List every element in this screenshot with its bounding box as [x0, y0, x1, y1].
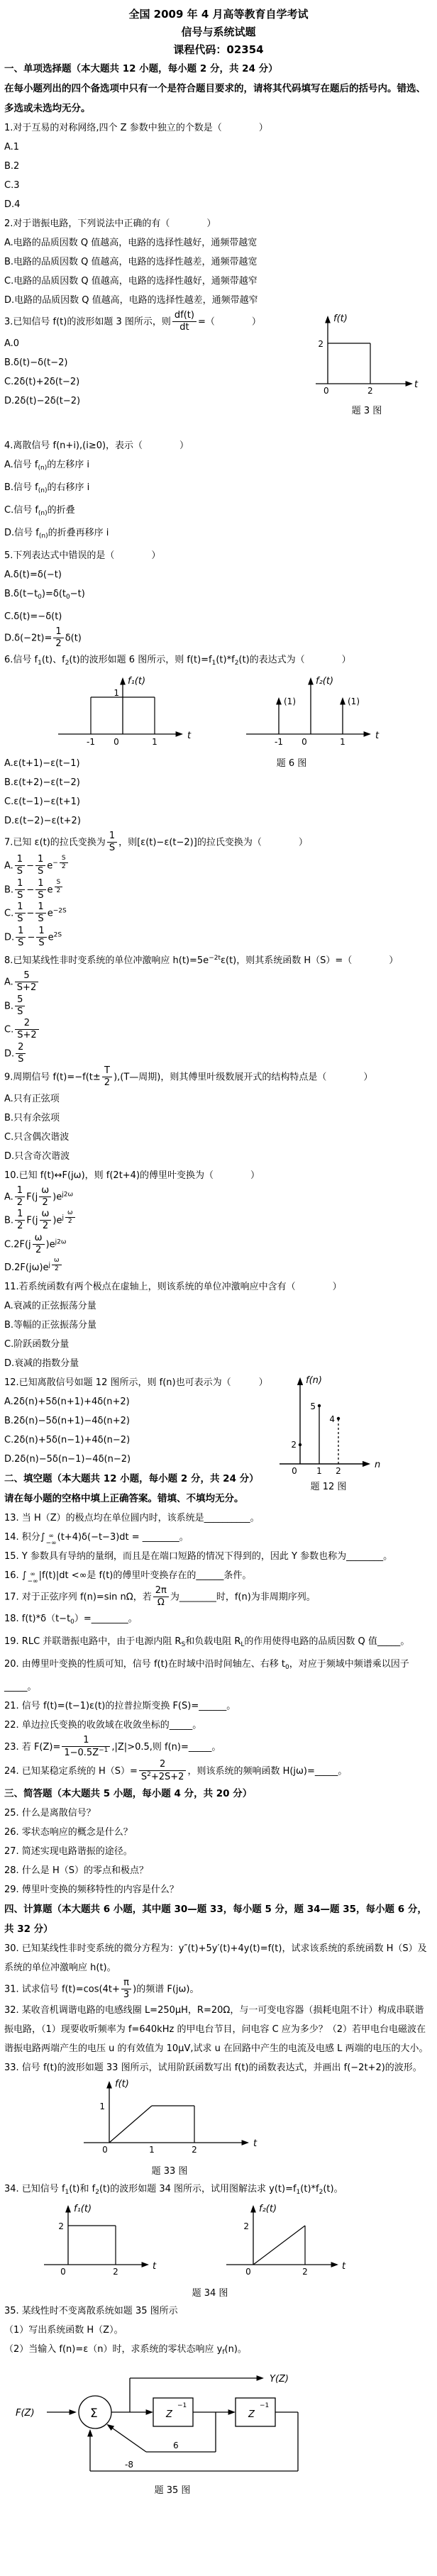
question-35-sub2: （2）当输入 f(n)=ε（n）时，求系统的零状态响应 $y_f(n)$。	[4, 2344, 247, 2356]
question-12-option-c: C.2δ(n)+5δ(n−1)+4δ(n−2)	[4, 1435, 131, 1445]
y-tick-2: 2	[243, 2221, 249, 2231]
question-10-option-c: C.2F(j $\frac{\omega}{2}$ )$e^{j2\omega}$	[4, 1232, 67, 1255]
x-tick-2: 2	[367, 386, 373, 396]
figure-q6	[4, 674, 433, 754]
figure-q35	[13, 2363, 332, 2499]
question-6-option-a: A.ε(t+1)−ε(t−1)	[4, 757, 80, 769]
question-3-option-a: A.0	[4, 338, 20, 349]
x-axis-label: t	[375, 730, 380, 741]
question-9-stem: 9.周期信号 f(t)=−f(t± $\frac{T}{2}$ ),(T—周期)，则其傅里叶级数展开式的结构特点是（ ）	[4, 1065, 373, 1089]
question-7-option-a: A. $\frac{1}{S}$ − $\frac{1}{S}$ $e^{- \frac{S}{2}}$	[4, 854, 433, 878]
question-17: 17. 对于正弦序列 f(n)=sin nΩ，若 $\frac{2\pi}{\Omega}$ 为________时，f(n)为非周期序列。	[4, 1585, 316, 1609]
x-tick-0: 0	[292, 1466, 297, 1476]
sample-n0	[299, 1443, 302, 1446]
question-6-stem: 6.信号 $f_1(t)$、$f_2(t)$的波形如题 6 图所示，则 $f(t)=f_1(t)*f_2(t)$的表达式为（ ）	[4, 654, 351, 667]
question-16: 16. ∫ ∞ −∞ |f(t)|dt <∞是 f(t)的傅里叶变换存在的______条件。	[4, 1570, 252, 1585]
question-10-stem: 10.已知 f(t)↔F(jω)，则 f(2t+4)的傅里叶变换为（ ）	[4, 1170, 260, 1181]
question-3-option-c: C.2δ(t)+2δ(t−2)	[4, 376, 80, 387]
question-9-option-d: D.只含奇次谐波	[4, 1150, 70, 1162]
figure-q34-right	[223, 2202, 348, 2286]
input-label: F(Z)	[16, 2408, 35, 2419]
question-11-option-a: A.衰减的正弦振荡分量	[4, 1301, 96, 1311]
question-10	[4, 1166, 433, 1278]
question-8-option-c: C. $\frac{2}{S+2}$	[4, 1018, 433, 1042]
question-2	[4, 214, 433, 310]
question-35-sub1: （1）写出系统函数 H（Z）。	[4, 2325, 123, 2336]
question-9	[4, 1065, 433, 1166]
x-tick-0: 0	[245, 2267, 251, 2277]
x-tick-0: 0	[102, 2145, 108, 2155]
question-11-option-d: D.衰减的指数分量	[4, 1358, 79, 1369]
question-12-option-a: A.2δ(n)+5δ(n+1)+4δ(n+2)	[4, 1397, 130, 1407]
question-31: 31. 试求信号 f(t)=cos(4t+ $\frac{\pi}{3}$ )的频谱 F(jω)。	[4, 1977, 199, 2000]
figure-q34-left	[41, 2202, 158, 2286]
question-11-stem: 11.若系统函数有两个极点在虚轴上，则该系统的单位冲激响应中含有（ ）	[4, 1282, 342, 1292]
section3-title: 三、简答题（本大题共 5 小题，每小题 4 分，共 20 分）	[4, 1787, 253, 1799]
figure-q12-caption: 题 12 图	[310, 1482, 347, 1492]
exam-title-line1: 全国 2009 年 4 月高等教育自学考试	[128, 8, 309, 21]
delay2-label: Z	[248, 2409, 255, 2420]
question-34: 34. 已知信号 $f_1(t)$和 $f_2(t)$的波形如题 34 图所示，试用图解法求 $y(t)=f_1(t)*f_2(t)$。	[4, 2184, 343, 2196]
section1-note: 在每小题列出的四个备选项中只有一个是符合题目要求的，请将其代码填写在题后的括号内。错选、多选或未选均无分。	[4, 83, 426, 114]
question-6-option-b: B.ε(t+2)−ε(t−2)	[4, 777, 80, 788]
figure-q35-diagram	[13, 2363, 332, 2483]
question-3	[4, 310, 433, 436]
question-2-option-a: A.电路的品质因数 Q 值越高，电路的选择性越好，通频带越宽	[4, 238, 258, 248]
question-11	[4, 1277, 433, 1373]
question-2-option-c: C.电路的品质因数 Q 值越高，电路的选择性越好，通频带越窄	[4, 276, 258, 287]
question-2-stem: 2.对于谐振电路，下列说法中正确的有（ ）	[4, 218, 216, 229]
feedback6-into-sum	[108, 2425, 146, 2452]
value-n2: 4	[329, 1414, 335, 1424]
question-1	[4, 118, 433, 214]
section1-title: 一、单项选择题（本大题共 12 小题，每小题 2 分，共 24 分）	[4, 63, 278, 74]
question-9-option-a: A.只有正弦项	[4, 1093, 60, 1104]
x-tick-m1: -1	[87, 736, 95, 747]
x-axis-label: n	[375, 1460, 381, 1470]
x-tick-1: 1	[340, 736, 345, 747]
question-21: 21. 信号 f(t)=(t−1)ε(t)的拉普拉斯变换 F(S)=______。	[4, 1700, 236, 1711]
x-axis-label: t	[414, 379, 419, 390]
question-1-stem: 1.对于互易的对称网络,四个 Z 参数中独立的个数是（ ）	[4, 123, 268, 133]
question-19: 19. RLC 并联谐振电路中，由于电源内阻 $R_S$和负载电阻 $R_L$的作用使得电路的品质因数 Q 值_____。	[4, 1636, 410, 1648]
value-n1: 5	[310, 1401, 316, 1411]
question-12-option-d: D.2δ(n)−5δ(n−1)−4δ(n−2)	[4, 1454, 131, 1465]
figure-q12-plot	[275, 1373, 382, 1479]
question-14: 14. 积分∫ ∞ −∞ (t+4)δ(−t−3)dt = ________。	[4, 1532, 189, 1547]
x-tick-0: 0	[60, 2267, 66, 2277]
question-10-option-d: $D.2F(j\omega)e^{j \frac{\omega}{2}}$	[4, 1256, 433, 1277]
figure-q3-plot	[314, 311, 420, 404]
y-tick-2: 2	[58, 2221, 64, 2231]
y-axis-label: f₂(t)	[259, 2204, 277, 2214]
question-22: 22. 单边拉氏变换的收敛域在收敛坐标的_____。	[4, 1719, 202, 1731]
delay-box-2	[236, 2398, 275, 2426]
x-tick-2: 2	[302, 2267, 308, 2277]
figure-q33-plot	[81, 2077, 258, 2164]
question-15: 15. Y 参数具有导纳的量纲，而且是在端口短路的情况下得到的，因此 Y 参数也称为________。	[4, 1551, 393, 1562]
question-4-option-c: C.信号 $f_{(n)}$的折叠	[4, 505, 75, 517]
y-axis-label: f(n)	[306, 1375, 322, 1386]
question-5-stem: 5.下列表达式中错误的是（ ）	[4, 550, 161, 561]
delay1-label: Z	[166, 2409, 172, 2420]
question-3-option-b: B.δ(t)−δ(t−2)	[4, 357, 68, 368]
question-13: 13. 当 H（Z）的极点均在单位圆内时，该系统是__________。	[4, 1513, 260, 1523]
question-30: 30. 已知某线性非时变系统的微分方程为：y″(t)+5y′(t)+4y(t)=f(t)，试求该系统的系统函数 H（S）及系统的单位冲激响应 h(t)。	[4, 1943, 427, 1973]
question-26: 26. 零状态响应的概念是什么？	[4, 1826, 133, 1838]
question-35	[4, 2302, 433, 2499]
question-2-option-d: D.电路的品质因数 Q 值越高，电路的选择性越差，通频带越窄	[4, 295, 258, 306]
question-3-option-d: D.2δ(t)−2δ(t−2)	[4, 395, 81, 406]
question-5-option-d: D.δ(−2t)= $\frac{1}{2}$ δ(t)	[4, 626, 82, 650]
section2-title: 二、填空题（本大题共 12 小题，每小题 2 分，共 24 分）	[4, 1473, 259, 1484]
question-4-option-b: B.信号 $f_{(n)}$的右移序 i	[4, 482, 90, 494]
figure-q33	[81, 2077, 258, 2180]
section2-note: 请在每小题的空格中填上正确答案。错填、不填均无分。	[4, 1493, 244, 1504]
question-12-option-b: B.2δ(n)−5δ(n+1)−4δ(n+2)	[4, 1416, 130, 1426]
question-7-stem: 7.已知 ε(t)的拉氏变换为 $\frac{1}{S}$ ，则[ε(t)−ε(t−2)]的拉氏变换为（ ）	[4, 830, 308, 853]
question-6	[4, 650, 433, 831]
x-tick-0: 0	[323, 386, 329, 396]
question-3-stem: 3.已知信号 f(t)的波形如题 3 图所示，则 $\frac{df(t)}{dt}$ =（ ）	[4, 310, 261, 333]
question-11-option-c: C.阶跃函数分量	[4, 1339, 70, 1350]
impulse-weight-left: (1)	[284, 696, 296, 706]
section4-title: 四、计算题（本大题共 6 小题，其中题 30—题 33，每小题 5 分，题 34—题 35，每小题 6 分，共 32 分）	[4, 1903, 427, 1935]
x-tick-0: 0	[302, 736, 307, 747]
x-tick-m1: -1	[275, 736, 283, 747]
question-7-option-c: C. $\frac{1}{S}$ − $\frac{1}{S}$ $e^{-2S}$	[4, 901, 67, 925]
question-6-option-c: C.ε(t−1)−ε(t+1)	[4, 796, 80, 807]
question-8-option-b: B. $\frac{5}{S}$	[4, 994, 433, 1018]
x-tick-2: 2	[336, 1466, 341, 1476]
question-5	[4, 546, 433, 650]
question-8-option-d: D. $\frac{2}{S}$	[4, 1042, 433, 1066]
question-5-option-a: A.δ(t)=δ(−t)	[4, 570, 62, 580]
question-28: 28. 什么是 H（S）的零点和极点？	[4, 1865, 148, 1876]
ramp-segment	[109, 2106, 152, 2143]
question-7-option-d: D. $\frac{1}{S}$ − $\frac{1}{S}$ $e^{2S}$	[4, 925, 62, 948]
y-tick-1: 1	[114, 687, 119, 698]
question-6-option-d: D.ε(t−2)−ε(t+2)	[4, 815, 81, 826]
question-1-option-d: D.4	[4, 199, 21, 210]
x-axis-label: t	[342, 2261, 346, 2272]
question-32: 32. 某收音机调谐电路的电感线圈 L=250μH，R=20Ω，与一可变电容器（损耗电阻不计）构成串联谐振电路，（1）现要收听频率为 f=640kHz 的甲电台节目，问电容 C 应为多少？（2）若甲电台电磁波在谐振电路两端产生的电压 u 的有效值为 10μV,试求 u 在回路中产生的电流及电感 L 两端的电压的大小。	[4, 2005, 428, 2054]
x-axis-label: t	[187, 730, 192, 741]
y-axis-label: f₁(t)	[74, 2204, 92, 2214]
x-tick-1: 1	[152, 736, 157, 747]
figure-q3	[314, 311, 420, 419]
figure-q6-caption: 题 6 图	[276, 757, 307, 769]
delay2-exponent: −1	[260, 2402, 270, 2409]
question-24: 24. 已知某稳定系统的 H（S）= $\frac{2}{S^2+2S+2}$ ，则该系统的频响函数 H(jω)=_____。	[4, 1759, 348, 1783]
question-10-option-a: A. $\frac{1}{2}$ F(j $\frac{\omega}{2}$ )$e^{j2\omega}$	[4, 1184, 73, 1208]
x-tick-1: 1	[316, 1466, 322, 1476]
question-9-option-b: B.只有余弦项	[4, 1112, 60, 1123]
question-1-option-c: C.3	[4, 180, 20, 191]
sigma-symbol: Σ	[90, 2406, 98, 2421]
output-label: Y(Z)	[270, 2374, 289, 2385]
question-23: 23. 若 F(Z)= $\frac{1}{1-0.5Z^{-1}}$ ,|Z|>0.5,则 f(n)=_____。	[4, 1734, 221, 1758]
question-6-optionA-row	[4, 754, 433, 773]
x-tick-1: 1	[149, 2145, 155, 2155]
figure-q34-caption: 题 34 图	[192, 2288, 228, 2299]
question-2-option-b: B.电路的品质因数 Q 值越高，电路的选择性越差，通频带越宽	[4, 257, 258, 267]
question-12-stem: 12.已知离散信号如题 12 图所示，则 f(n)也可表示为（ ）	[4, 1377, 268, 1388]
impulse-weight-right: (1)	[348, 696, 360, 706]
question-7	[4, 831, 433, 950]
sample-n1	[318, 1404, 321, 1407]
question-4-option-d: D.信号 $f_{(n)}$的折叠再移序 i	[4, 528, 109, 540]
question-4-option-a: A.信号 $f_{(n)}$的左移序 i	[4, 460, 89, 472]
x-tick-2: 2	[113, 2267, 118, 2277]
exam-course-code: 课程代码：02354	[173, 43, 264, 56]
y-axis-label: f₂(t)	[316, 675, 334, 687]
question-18: 18. $f(t)*\delta(t-t_0)=\_\_\_\_\_\_\_\_$。	[4, 1613, 138, 1626]
delay1-exponent: −1	[177, 2402, 187, 2409]
question-5-option-b: $B.\delta(t-t_0)=\delta(t_0-t)$	[4, 589, 85, 601]
question-1-option-a: A.1	[4, 142, 20, 152]
x-axis-label: t	[153, 2261, 157, 2272]
question-20: 20. 由傅里叶变换的性质可知，信号 f(t)在时域中沿时间轴左、右移 $t_0$，对应于频域中频谱乘以因子_____。	[4, 1658, 409, 1692]
exam-title-line2: 信号与系统试题	[181, 26, 256, 38]
y-tick-1: 1	[99, 2102, 105, 2111]
question-29: 29. 傅里叶变换的频移特性的内容是什么？	[4, 1884, 179, 1895]
figure-q33-caption: 题 33 图	[151, 2166, 188, 2177]
question-4	[4, 436, 433, 546]
question-25: 25. 什么是离散信号？	[4, 1807, 96, 1819]
question-27: 27. 简述实现电路谐振的途径。	[4, 1845, 133, 1857]
y-axis-label: f(t)	[115, 2079, 129, 2089]
x-axis-label: t	[253, 2138, 258, 2149]
y-axis-label: f(t)	[333, 313, 348, 324]
question-8-stem: 8.已知某线性非时变系统的单位冲激响应 $h(t)=5e^{-2t}\varepsilon(t)$，则其系统函数 H（S）=（ ）	[4, 955, 399, 966]
question-9-option-c: C.只含偶次谐波	[4, 1131, 70, 1143]
figure-q34	[41, 2202, 433, 2286]
question-4-stem: 4.离散信号 f(n+i),(i≥0)，表示（ ）	[4, 440, 189, 451]
question-10-option-b: B. $\frac{1}{2}$ F(j $\frac{\omega}{2}$ )$e^{j \frac{\omega}{2}}$	[4, 1209, 433, 1233]
sample-n2	[337, 1417, 340, 1420]
y-axis-label: f₁(t)	[128, 675, 146, 687]
question-8-option-a: A. $\frac{5}{S+2}$	[4, 970, 433, 994]
x-tick-0: 0	[114, 736, 119, 747]
question-7-option-b: B. $\frac{1}{S}$ − $\frac{1}{S}$ e $^{\frac{S}{2}}$	[4, 878, 433, 902]
figure-q6-right	[243, 674, 382, 754]
question-8	[4, 949, 433, 1065]
value-n0: 2	[291, 1440, 297, 1450]
gain-6: 6	[173, 2441, 179, 2450]
ramp-segment	[253, 2226, 305, 2265]
figure-q12	[275, 1373, 382, 1495]
gain-minus8: -8	[125, 2460, 133, 2470]
figure-q6-left	[55, 674, 194, 754]
question-35-stem: 35. 某线性时不变离散系统如题 35 图所示	[4, 2306, 178, 2316]
question-11-option-b: B.等幅的正弦振荡分量	[4, 1320, 97, 1331]
figure-q3-caption: 题 3 图	[351, 406, 382, 416]
question-1-option-b: B.2	[4, 161, 20, 172]
x-tick-2: 2	[192, 2145, 197, 2155]
y-tick-2: 2	[318, 339, 323, 349]
question-5-option-c: C.δ(t)=−δ(t)	[4, 611, 62, 622]
delay-box-1	[153, 2398, 193, 2426]
figure-q35-caption: 题 35 图	[154, 2485, 191, 2496]
question-33: 33. 信号 f(t)的波形如题 33 图所示，试用阶跃函数写出 f(t)的函数表达式，并画出 f(−2t+2)的波形。	[4, 2063, 422, 2073]
